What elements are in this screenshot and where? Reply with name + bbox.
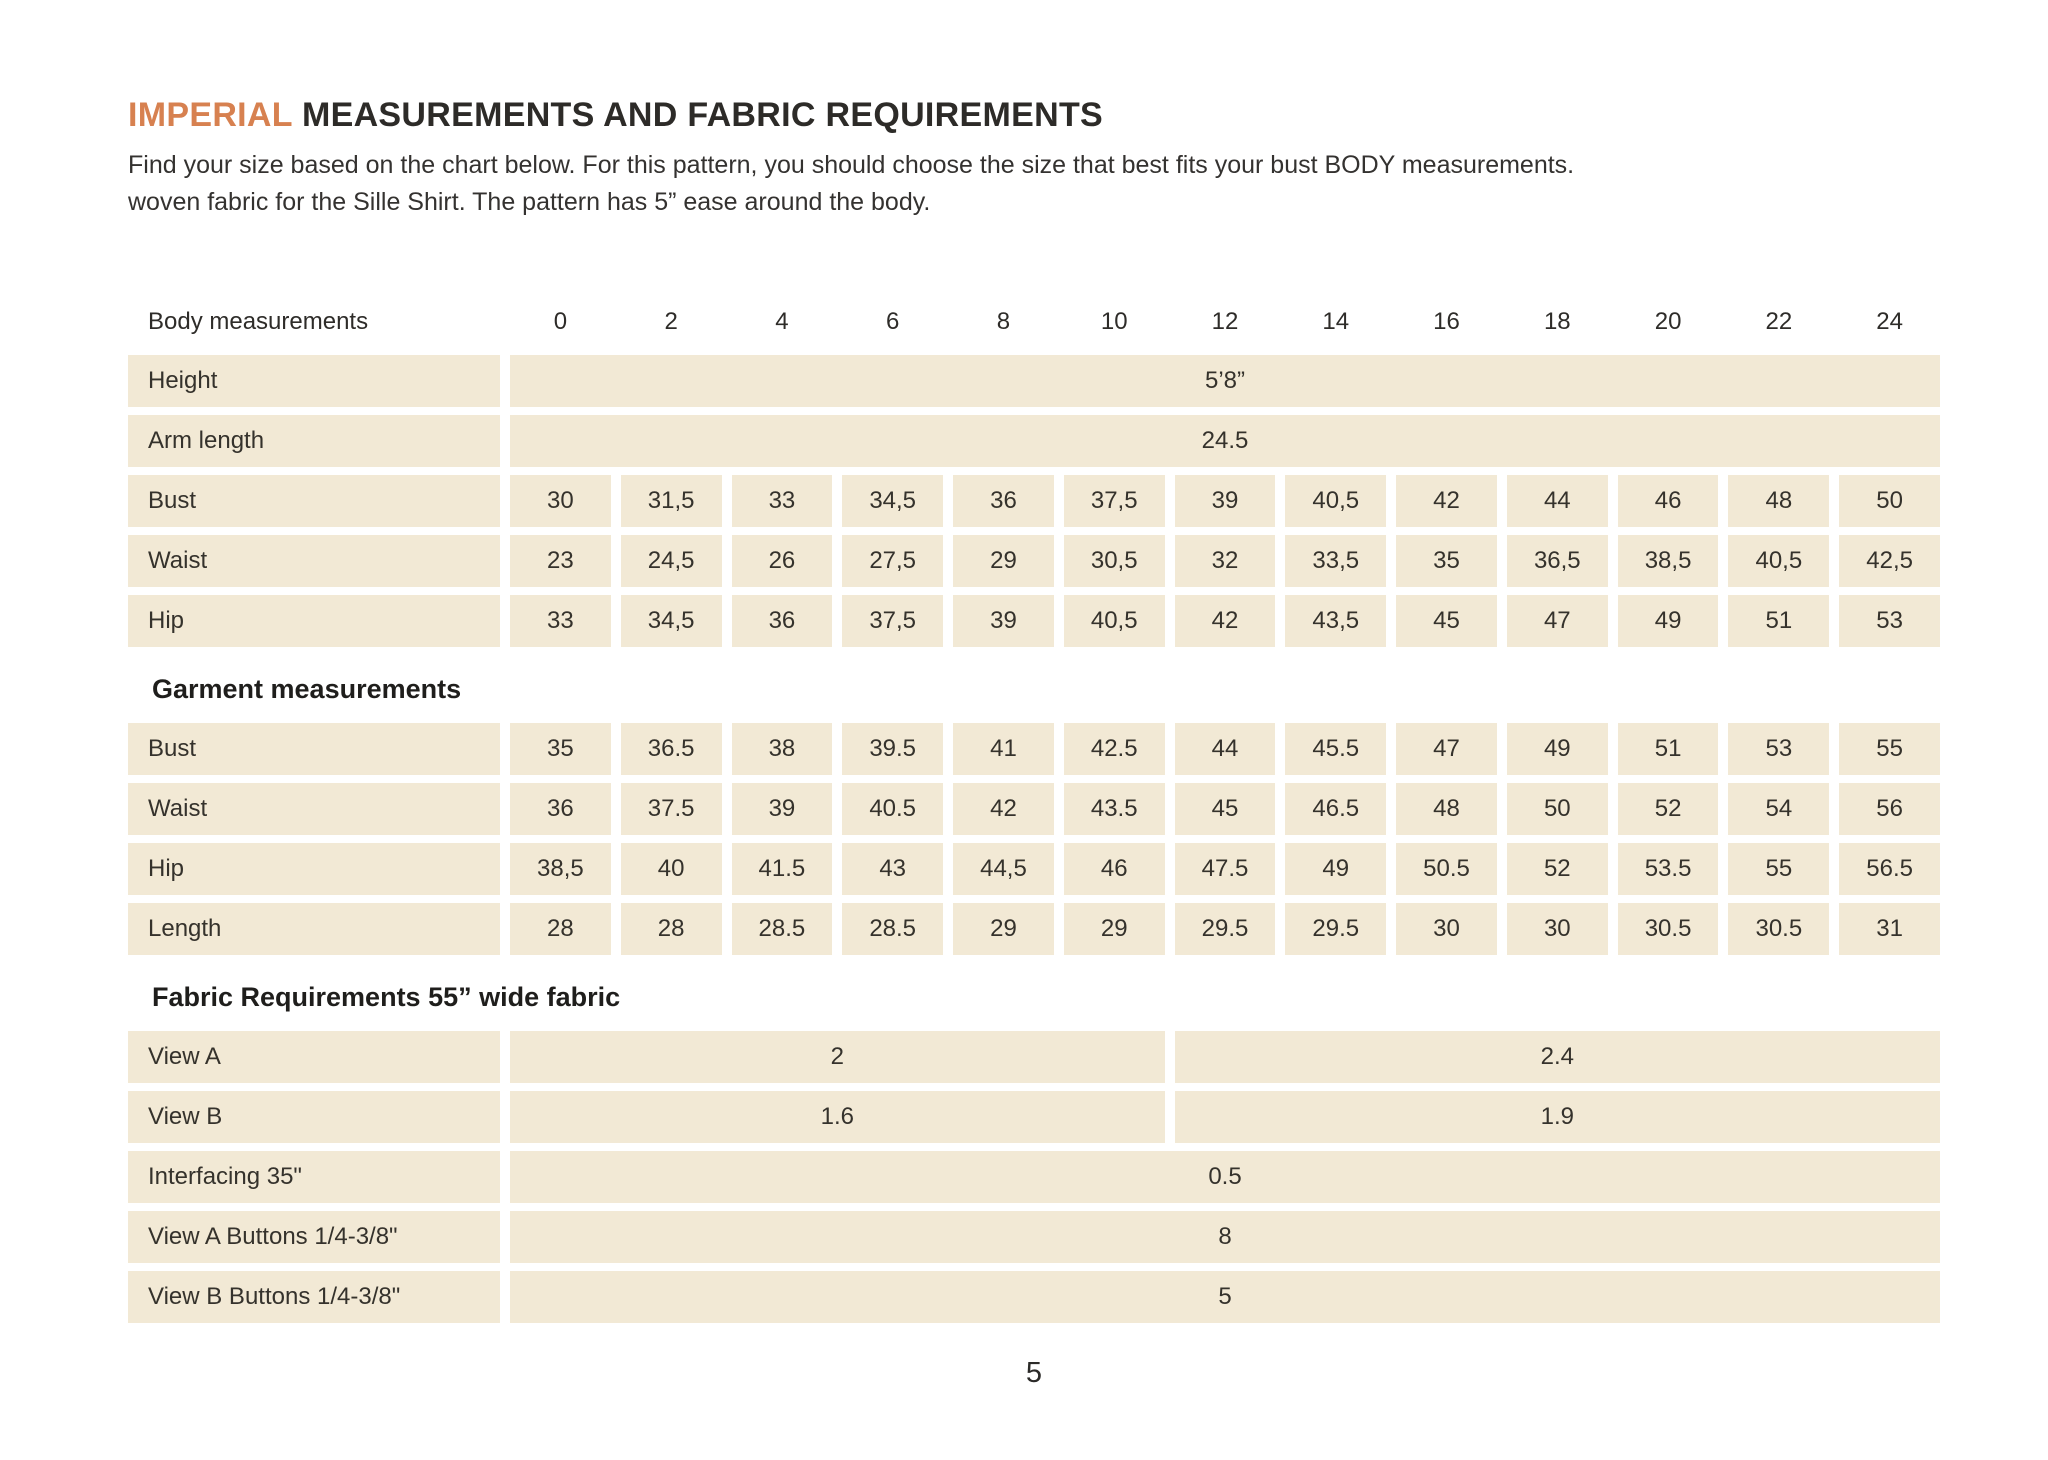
row-label: Waist: [128, 535, 500, 587]
row-value: 31: [1839, 903, 1940, 955]
page-title-highlight: IMPERIAL: [128, 96, 293, 134]
row-label: Height: [128, 355, 500, 407]
row-label: View A Buttons 1/4-3/8": [128, 1211, 500, 1263]
row-value: 5’8”: [510, 355, 1940, 407]
row-value: 30.5: [1618, 903, 1719, 955]
row-value: 39: [953, 595, 1054, 647]
row-value: 28.5: [842, 903, 943, 955]
size-column-header: 12: [1211, 308, 1239, 335]
row-value: 30.5: [1728, 903, 1829, 955]
row-value: 29: [953, 535, 1054, 587]
table-row: [128, 355, 1940, 407]
row-label: Bust: [128, 475, 500, 527]
section-heading: Fabric Requirements 55” wide fabric: [152, 981, 621, 1012]
row-value: 41.5: [732, 843, 833, 895]
row-value: 39: [732, 783, 833, 835]
row-value: 49: [1507, 723, 1608, 775]
table-row: [128, 475, 1940, 527]
table-row: [128, 783, 1940, 835]
row-value: 53: [1839, 595, 1940, 647]
section-heading: Garment measurements: [152, 673, 462, 704]
row-value-left: 1.6: [510, 1091, 1165, 1143]
row-label: Length: [128, 903, 500, 955]
row-value: 34,5: [842, 475, 943, 527]
row-value: 42: [1175, 595, 1276, 647]
row-value: 52: [1507, 843, 1608, 895]
row-value: 42.5: [1064, 723, 1165, 775]
table-row: [128, 723, 1940, 775]
row-value: 36: [953, 475, 1054, 527]
row-value: 28: [510, 903, 611, 955]
row-value-right: 1.9: [1175, 1091, 1940, 1143]
row-value: 32: [1175, 535, 1276, 587]
row-value: 44: [1175, 723, 1276, 775]
row-value: 37.5: [621, 783, 722, 835]
row-value: 43,5: [1285, 595, 1386, 647]
row-value: 30: [1396, 903, 1497, 955]
row-value: 49: [1285, 843, 1386, 895]
row-label: View A: [128, 1031, 500, 1083]
table-row: [128, 415, 1940, 467]
row-value: 28: [621, 903, 722, 955]
row-label: Hip: [128, 843, 500, 895]
row-value: 45.5: [1285, 723, 1386, 775]
row-value: 51: [1618, 723, 1719, 775]
row-value: 47.5: [1175, 843, 1276, 895]
row-value: 38,5: [510, 843, 611, 895]
row-value: 56.5: [1839, 843, 1940, 895]
row-value: 36: [510, 783, 611, 835]
size-column-header: 8: [996, 308, 1011, 335]
table-row: [128, 1271, 1940, 1323]
size-column-header: 18: [1543, 308, 1571, 335]
row-value: 35: [1396, 535, 1497, 587]
row-value: 43: [842, 843, 943, 895]
row-value: 46.5: [1285, 783, 1386, 835]
row-value: 30: [510, 475, 611, 527]
row-value: 47: [1396, 723, 1497, 775]
row-value: 36: [732, 595, 833, 647]
intro-line-1: Find your size based on the chart below. For this pattern, you should choose the size that best fits your bust BODY measurements.: [128, 151, 1575, 179]
row-value: 29.5: [1175, 903, 1276, 955]
size-column-header: 0: [553, 308, 568, 335]
row-value: 27,5: [842, 535, 943, 587]
row-value: 30: [1507, 903, 1608, 955]
table-header-row: [128, 299, 1940, 345]
row-label: Waist: [128, 783, 500, 835]
row-value: 39: [1175, 475, 1276, 527]
row-value: 50: [1507, 783, 1608, 835]
row-value: 43.5: [1064, 783, 1165, 835]
row-value: 30,5: [1064, 535, 1165, 587]
intro-line-2: woven fabric for the Sille Shirt. The pattern has 5” ease around the body.: [128, 188, 931, 216]
row-value: 34,5: [621, 595, 722, 647]
row-value: 40,5: [1285, 475, 1386, 527]
row-value: 33: [510, 595, 611, 647]
row-value: 48: [1728, 475, 1829, 527]
row-value: 47: [1507, 595, 1608, 647]
size-column-header: 14: [1322, 308, 1350, 335]
row-value: 50.5: [1396, 843, 1497, 895]
row-value-right: 2.4: [1175, 1031, 1940, 1083]
row-value: 33,5: [1285, 535, 1386, 587]
size-column-header: 4: [775, 308, 789, 335]
table-row: [128, 535, 1940, 587]
row-value: 42: [953, 783, 1054, 835]
row-value: 44,5: [953, 843, 1054, 895]
row-value: 56: [1839, 783, 1940, 835]
row-value: 29.5: [1285, 903, 1386, 955]
row-value: 0.5: [510, 1151, 1940, 1203]
row-value: 36.5: [621, 723, 722, 775]
row-value: 41: [953, 723, 1054, 775]
row-value: 42: [1396, 475, 1497, 527]
column-header-label: Body measurements: [148, 308, 369, 335]
row-value: 37,5: [1064, 475, 1165, 527]
row-value: 46: [1064, 843, 1165, 895]
row-value: 28.5: [732, 903, 833, 955]
row-value: 24,5: [621, 535, 722, 587]
row-value: 44: [1507, 475, 1608, 527]
row-value: 51: [1728, 595, 1829, 647]
row-value: 55: [1728, 843, 1829, 895]
size-column-header: 16: [1433, 308, 1460, 335]
row-value: 40,5: [1728, 535, 1829, 587]
row-value: 50: [1839, 475, 1940, 527]
row-value: 48: [1396, 783, 1497, 835]
table-row: [128, 843, 1940, 895]
row-value: 23: [510, 535, 611, 587]
row-value: 40: [621, 843, 722, 895]
intro-paragraph: [128, 147, 1940, 221]
table-row: [128, 595, 1940, 647]
size-column-header: 10: [1100, 308, 1128, 335]
row-label: View B: [128, 1091, 500, 1143]
row-value: 35: [510, 723, 611, 775]
row-value: 54: [1728, 783, 1829, 835]
page-title-rest: MEASUREMENTS AND FABRIC REQUIREMENTS: [292, 96, 1103, 134]
size-column-header: 24: [1876, 308, 1903, 335]
row-value: 26: [732, 535, 833, 587]
row-value: 39.5: [842, 723, 943, 775]
row-value: 29: [1064, 903, 1165, 955]
page-number: 5: [1025, 1357, 1043, 1389]
row-label: View B Buttons 1/4-3/8": [128, 1271, 500, 1323]
row-value: 29: [953, 903, 1054, 955]
row-label: Bust: [128, 723, 500, 775]
row-value: 55: [1839, 723, 1940, 775]
row-value: 37,5: [842, 595, 943, 647]
page-title: [128, 96, 1940, 135]
size-column-header: 2: [664, 308, 678, 335]
table-row: [128, 1031, 1940, 1083]
size-column-header: 22: [1765, 308, 1793, 335]
row-value: 38: [732, 723, 833, 775]
row-value: 42,5: [1839, 535, 1940, 587]
row-value: 33: [732, 475, 833, 527]
size-table: [128, 299, 1940, 1323]
size-column-header: 6: [886, 308, 900, 335]
table-row: [128, 903, 1940, 955]
row-value: 53: [1728, 723, 1829, 775]
table-row: [128, 1211, 1940, 1263]
row-label: Interfacing 35": [128, 1151, 500, 1203]
row-value: 45: [1396, 595, 1497, 647]
row-value-left: 2: [510, 1031, 1165, 1083]
row-value: 40,5: [1064, 595, 1165, 647]
row-value: 52: [1618, 783, 1719, 835]
row-value: 53.5: [1618, 843, 1719, 895]
row-value: 8: [510, 1211, 1940, 1263]
row-value: 38,5: [1618, 535, 1719, 587]
table-row: [128, 1091, 1940, 1143]
row-value: 5: [510, 1271, 1940, 1323]
row-value: 36,5: [1507, 535, 1608, 587]
row-value: 40.5: [842, 783, 943, 835]
row-value: 46: [1618, 475, 1719, 527]
row-value: 31,5: [621, 475, 722, 527]
row-value: 45: [1175, 783, 1276, 835]
row-label: Arm length: [128, 415, 500, 467]
size-column-header: 20: [1654, 308, 1682, 335]
row-label: Hip: [128, 595, 500, 647]
row-value: 24.5: [510, 415, 1940, 467]
table-row: [128, 1151, 1940, 1203]
row-value: 49: [1618, 595, 1719, 647]
